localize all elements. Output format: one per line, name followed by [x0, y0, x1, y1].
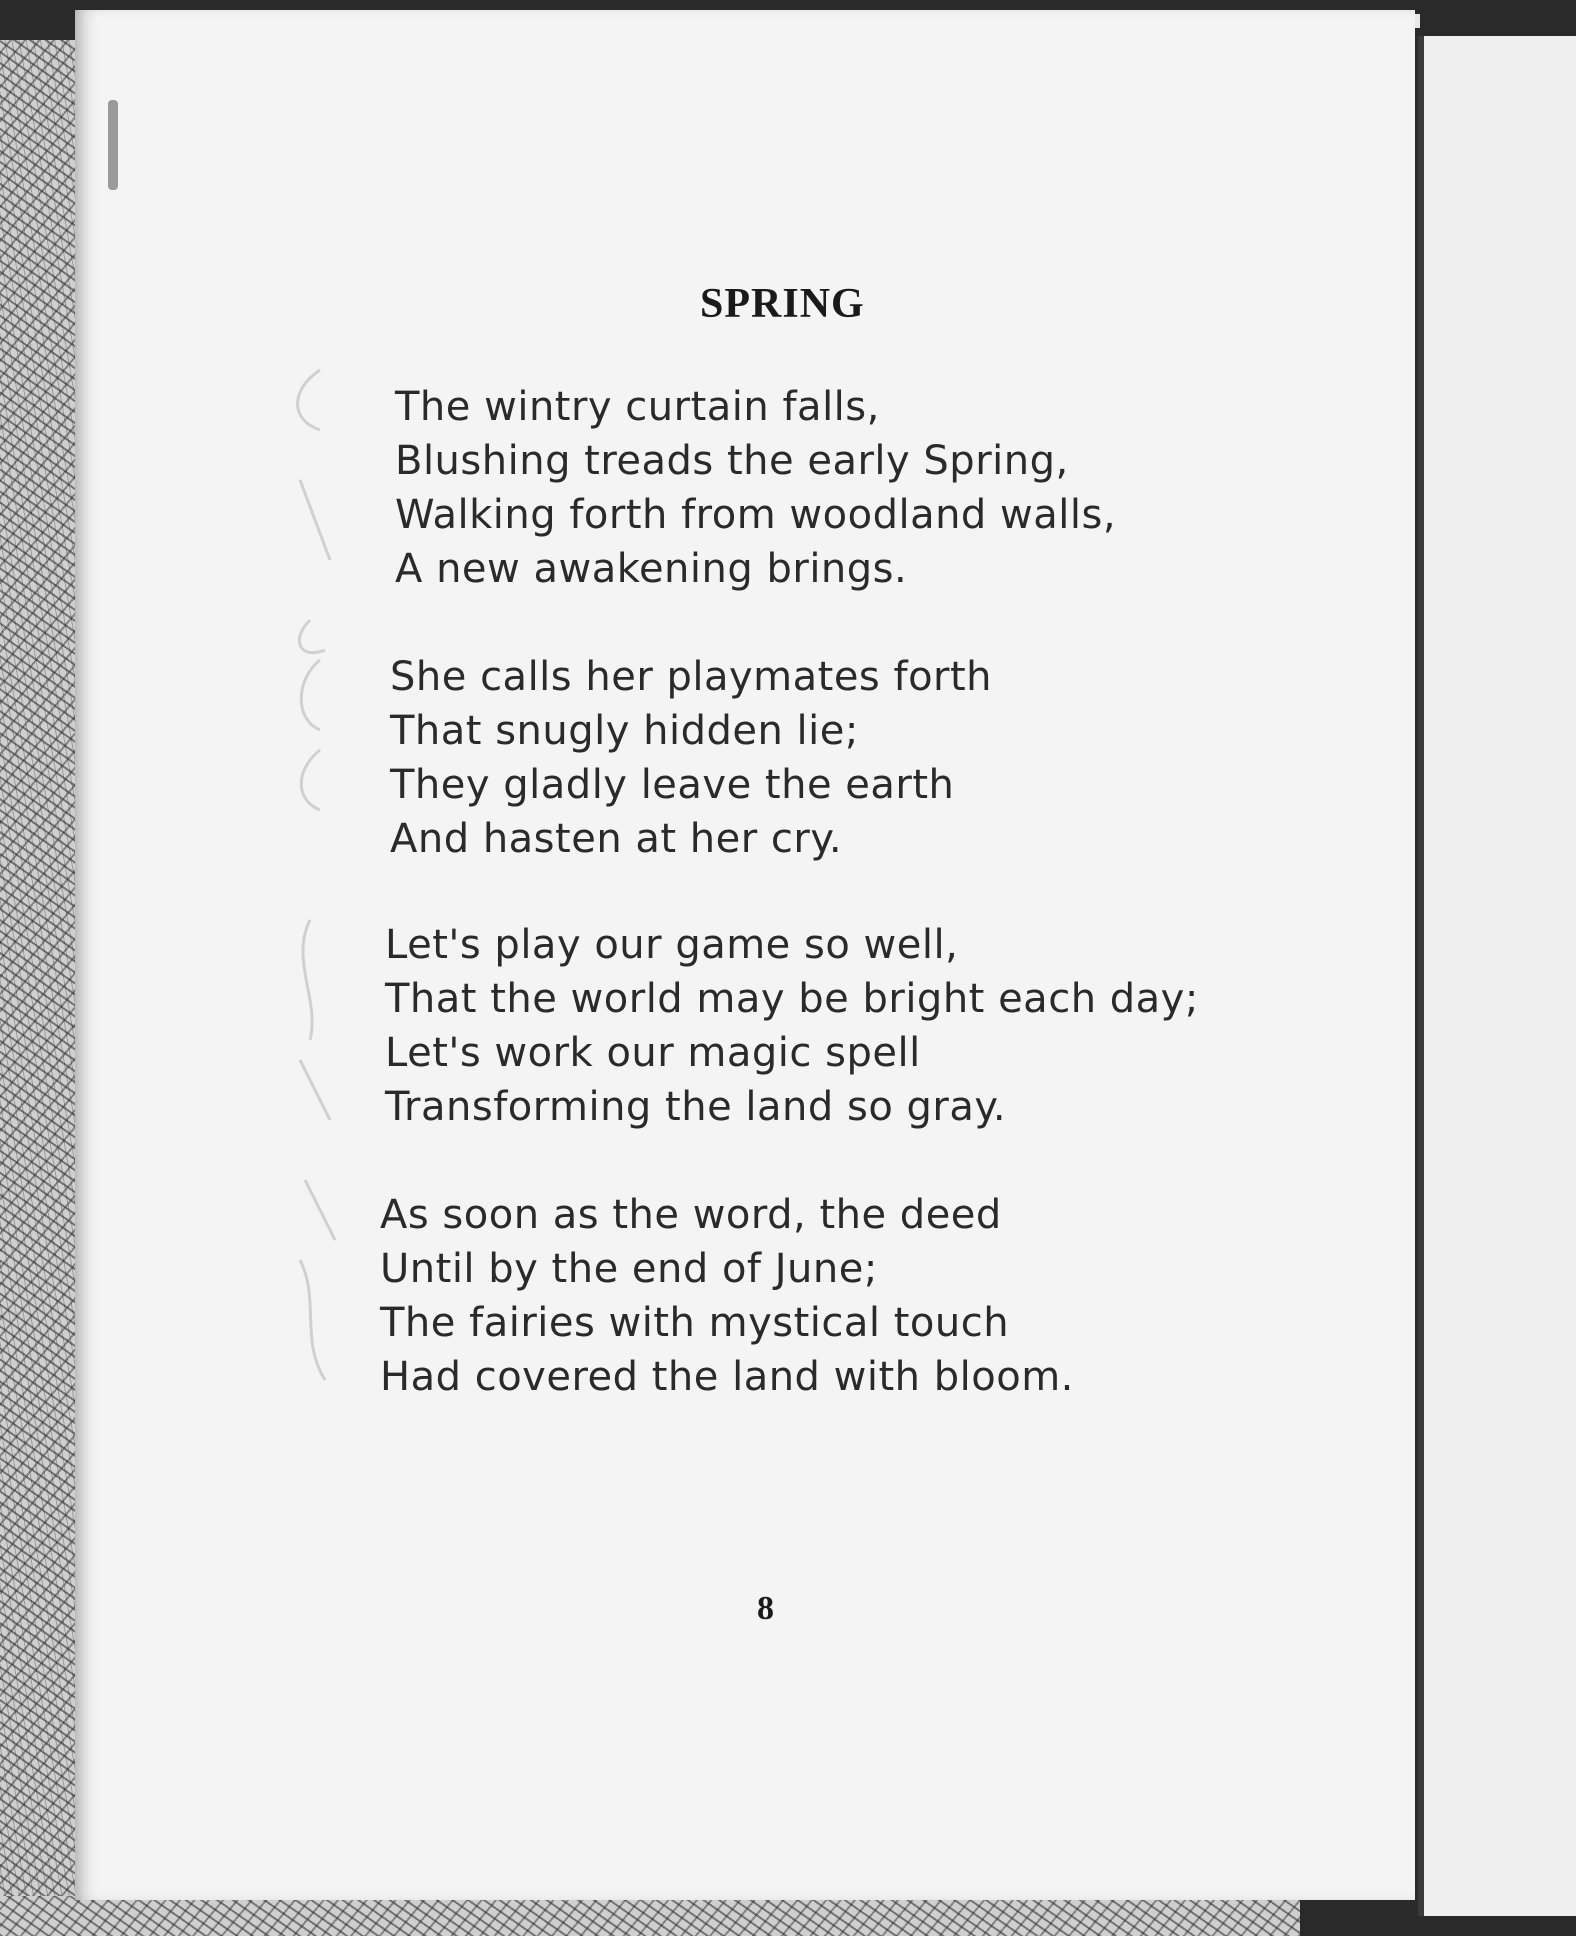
poem-line: A new awakening brings. — [395, 546, 908, 592]
poem-line: She calls her playmates forth — [390, 654, 993, 700]
poem-line: Transforming the land so gray. — [385, 1084, 1007, 1130]
poem-line: And hasten at her cry. — [390, 816, 843, 862]
pencil-annotation-marks — [280, 360, 350, 1420]
poem-line: The fairies with mystical touch — [380, 1300, 1010, 1346]
page-number: 8 — [757, 1590, 774, 1627]
poem-line: Blushing treads the early Spring, — [395, 438, 1069, 484]
stanza-3 — [385, 918, 1199, 1134]
poem-line: Walking forth from woodland walls, — [395, 492, 1117, 538]
stanza-1 — [395, 380, 1116, 596]
poem-title: SPRING — [700, 281, 865, 327]
poem-line: That the world may be bright each day; — [385, 976, 1199, 1022]
stanza-2 — [390, 650, 992, 866]
stanza-4 — [380, 1188, 1074, 1404]
poem-line: Had covered the land with bloom. — [380, 1354, 1074, 1400]
poem-line: Let's work our magic spell — [385, 1030, 921, 1076]
poem-line: As soon as the word, the deed — [380, 1192, 1002, 1238]
poem-line: Let's play our game so well, — [385, 922, 959, 968]
poem-line: Until by the end of June; — [380, 1246, 878, 1292]
poem-line: The wintry curtain falls, — [395, 384, 880, 430]
poem-line: They gladly leave the earth — [390, 762, 955, 808]
poem-line: That snugly hidden lie; — [390, 708, 859, 754]
